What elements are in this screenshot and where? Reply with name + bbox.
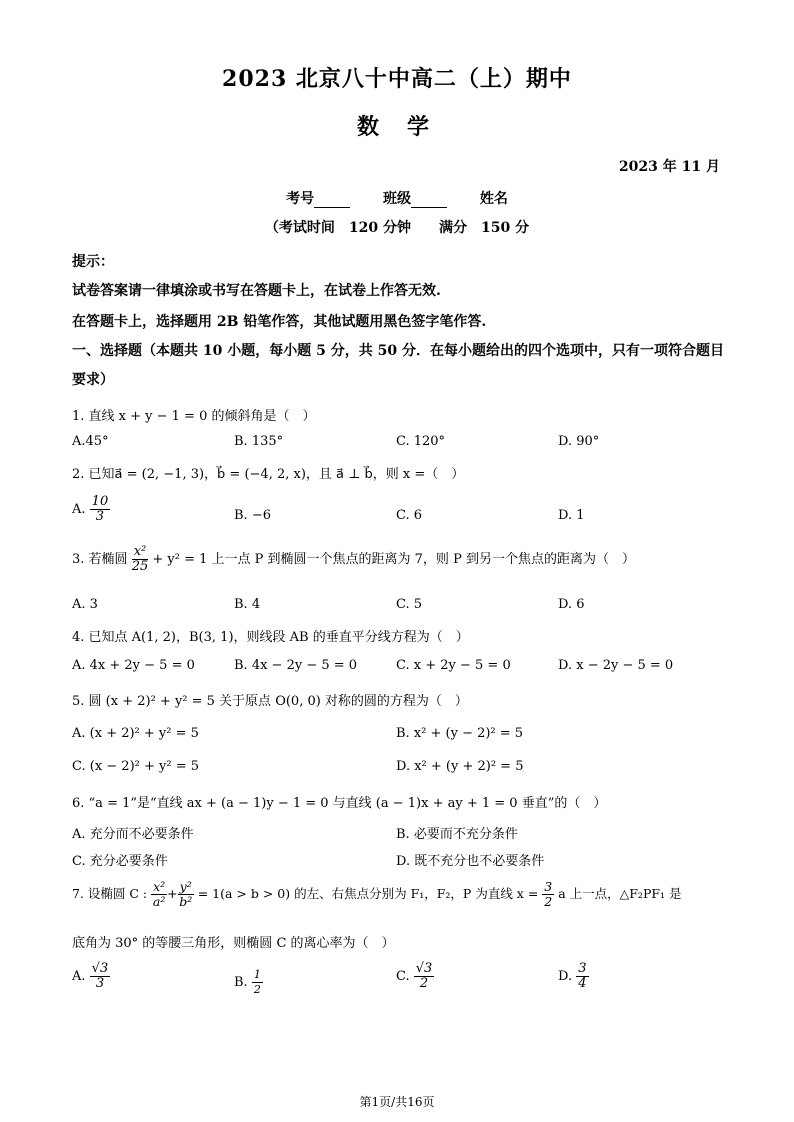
question-6-stem: 6. “a = 1”是“直线 ax + (a − 1)y − 1 = 0 与直线 (a − 1)x + ay + 1 = 0 垂直”的（ ） — [72, 796, 607, 811]
q6-option-b[interactable]: B. 必要而不充分条件 — [396, 827, 518, 842]
q3-frac-num: x² — [133, 544, 147, 559]
q2-stem-part-b: a⃗ = (2, −1, 3)，b⃗ = (−4, 2, x)，且 a⃗ ⊥ b⃗，则 x =（ ） — [114, 467, 465, 482]
q7-frac3-num: 3 — [544, 879, 553, 894]
q1-option-a[interactable]: A.45° — [72, 434, 109, 449]
q3-option-a[interactable]: A. 3 — [72, 597, 98, 612]
question-7-stem: 7. 设椭圆 C : $\frac{\text{x²}}{\text{a²}}$ + $\frac{\text{y²}}{\text{b²}}$ = 1(a > b > 0) 的左、右焦点分别为 F₁，F₂，P 为直线 x = $\frac{3}{2}$ a 上一点，△F₂PF₁ 是 — [72, 879, 682, 909]
q1-option-d[interactable]: D. 90° — [558, 434, 600, 449]
q7-option-c-num: √3 — [415, 961, 433, 976]
q7-option-d-den: 4 — [578, 976, 587, 991]
page-footer: 第1页/共16页 — [359, 1095, 435, 1109]
q2-option-c[interactable]: C. 6 — [396, 508, 423, 523]
q4-option-b[interactable]: B. 4x − 2y − 5 = 0 — [234, 658, 358, 673]
q6-option-c[interactable]: C. 充分必要条件 — [72, 854, 168, 869]
q3-stem-part-a: 3. 若椭圆 — [72, 552, 128, 567]
q4-option-a[interactable]: A. 4x + 2y − 5 = 0 — [72, 658, 195, 673]
question-4-stem: 4. 已知点 A(1, 2)，B(3, 1)，则线段 AB 的垂直平分线方程为（ ） — [72, 630, 469, 645]
q3-option-c[interactable]: C. 5 — [396, 597, 423, 612]
q1-option-c[interactable]: C. 120° — [396, 434, 446, 449]
q2-option-a-num: 10 — [91, 494, 109, 509]
question-5-stem: 5. 圆 (x + 2)² + y² = 5 关于原点 O(0, 0) 对称的圆的方程为（ ） — [72, 694, 468, 709]
q5-option-d[interactable]: D. x² + (y + 2)² = 5 — [396, 759, 524, 774]
q3-frac-den: 25 — [131, 559, 149, 574]
q7-frac2-den: b² — [179, 894, 193, 909]
q7-option-a-den: 3 — [95, 976, 105, 991]
student-fields — [0, 188, 794, 208]
q7-frac2-num: y² — [179, 879, 192, 894]
q2-stem-part-a: 2. 已知 — [72, 467, 115, 482]
notice-label: 提示： — [72, 254, 114, 270]
q2-option-a-den: 3 — [95, 509, 105, 524]
subject-title: 数学 — [356, 114, 457, 140]
question-1-stem: 1. 直线 x + y − 1 = 0 的倾斜角是（ ） — [72, 409, 316, 424]
q7-frac1-den: a² — [152, 894, 166, 909]
q6-option-a[interactable]: A. 充分而不必要条件 — [72, 827, 194, 842]
q6-option-d[interactable]: D. 既不充分也不必要条件 — [396, 854, 545, 869]
q7-option-a-label: A. — [72, 969, 86, 984]
q2-option-d[interactable]: D. 1 — [558, 508, 585, 523]
notice-line-2: 在答题卡上，选择题用 2B 铅笔作答，其他试题用黑色签字笔作答. — [72, 314, 487, 330]
q7-option-c[interactable] — [396, 962, 434, 991]
q3-option-b[interactable]: B. 4 — [234, 597, 261, 612]
q1-option-b[interactable]: B. 135° — [234, 434, 284, 449]
q7-option-a-num: √3 — [91, 961, 109, 976]
question-2-stem — [72, 463, 464, 482]
q7-stem-part-c: a 上一点，△F₂PF₁ 是 — [558, 886, 682, 901]
q7-option-c-den: 2 — [419, 976, 429, 991]
q7-stem-part-b: = 1(a > b > 0) 的左、右焦点分别为 F₁，F₂，P 为直线 x = — [197, 886, 539, 901]
q7-option-d[interactable] — [558, 962, 589, 991]
q2-option-a[interactable] — [72, 495, 110, 524]
q7-option-b[interactable] — [234, 968, 263, 997]
q3-stem-part-b: + y² = 1 上一点 P 到椭圆一个焦点的距离为 7，则 P 到另一个焦点的距离为（ ） — [152, 552, 635, 567]
q7-option-b-label: B. — [234, 975, 248, 990]
q4-option-c[interactable]: C. x + 2y − 5 = 0 — [396, 658, 511, 673]
exam-date: 2023 年 11 月 — [618, 159, 720, 175]
question-7-stem-line2: 底角为 30° 的等腰三角形，则椭圆 C 的离心率为（ ） — [72, 936, 395, 951]
exam-no-blank[interactable] — [314, 194, 350, 208]
name-label: 姓名 — [479, 191, 508, 207]
question-3-stem — [72, 545, 635, 574]
q7-option-d-label: D. — [558, 969, 573, 984]
page-title: 2023 北京八十中高二（上）期中 — [222, 66, 572, 92]
notice-line-1: 试卷答案请一律填涂或书写在答题卡上，在试卷上作答无效. — [72, 283, 441, 299]
q2-option-b[interactable]: B. −6 — [234, 508, 271, 523]
q3-option-d[interactable]: D. 6 — [558, 597, 585, 612]
q7-frac1-num: x² — [153, 879, 166, 894]
class-label: 班级 — [383, 191, 411, 207]
q7-option-b-num: 1 — [253, 968, 261, 981]
q5-option-b[interactable]: B. x² + (y − 2)² = 5 — [396, 726, 524, 741]
q7-option-b-den: 2 — [253, 983, 261, 996]
q7-option-a[interactable] — [72, 962, 110, 991]
class-blank[interactable] — [411, 194, 447, 208]
q2-option-a-label: A. — [72, 502, 86, 517]
exam-no-label: 考号 — [286, 191, 315, 207]
q4-option-d[interactable]: D. x − 2y − 5 = 0 — [558, 658, 674, 673]
exam-info: （考试时间 120 分钟 满分 150 分 — [264, 220, 530, 236]
q5-option-a[interactable]: A. (x + 2)² + y² = 5 — [72, 726, 199, 741]
q7-option-d-num: 3 — [578, 961, 587, 976]
q5-option-c[interactable]: C. (x − 2)² + y² = 5 — [72, 759, 200, 774]
q7-stem-part-a: 7. 设椭圆 C : — [72, 886, 148, 901]
q7-frac3-den: 2 — [544, 894, 553, 909]
q7-option-c-label: C. — [396, 969, 410, 984]
section-heading: 一、选择题（本题共 10 小题，每小题 5 分，共 50 分．在每小题给出的四个选项中，只有一项符合题目要求） — [72, 343, 724, 388]
